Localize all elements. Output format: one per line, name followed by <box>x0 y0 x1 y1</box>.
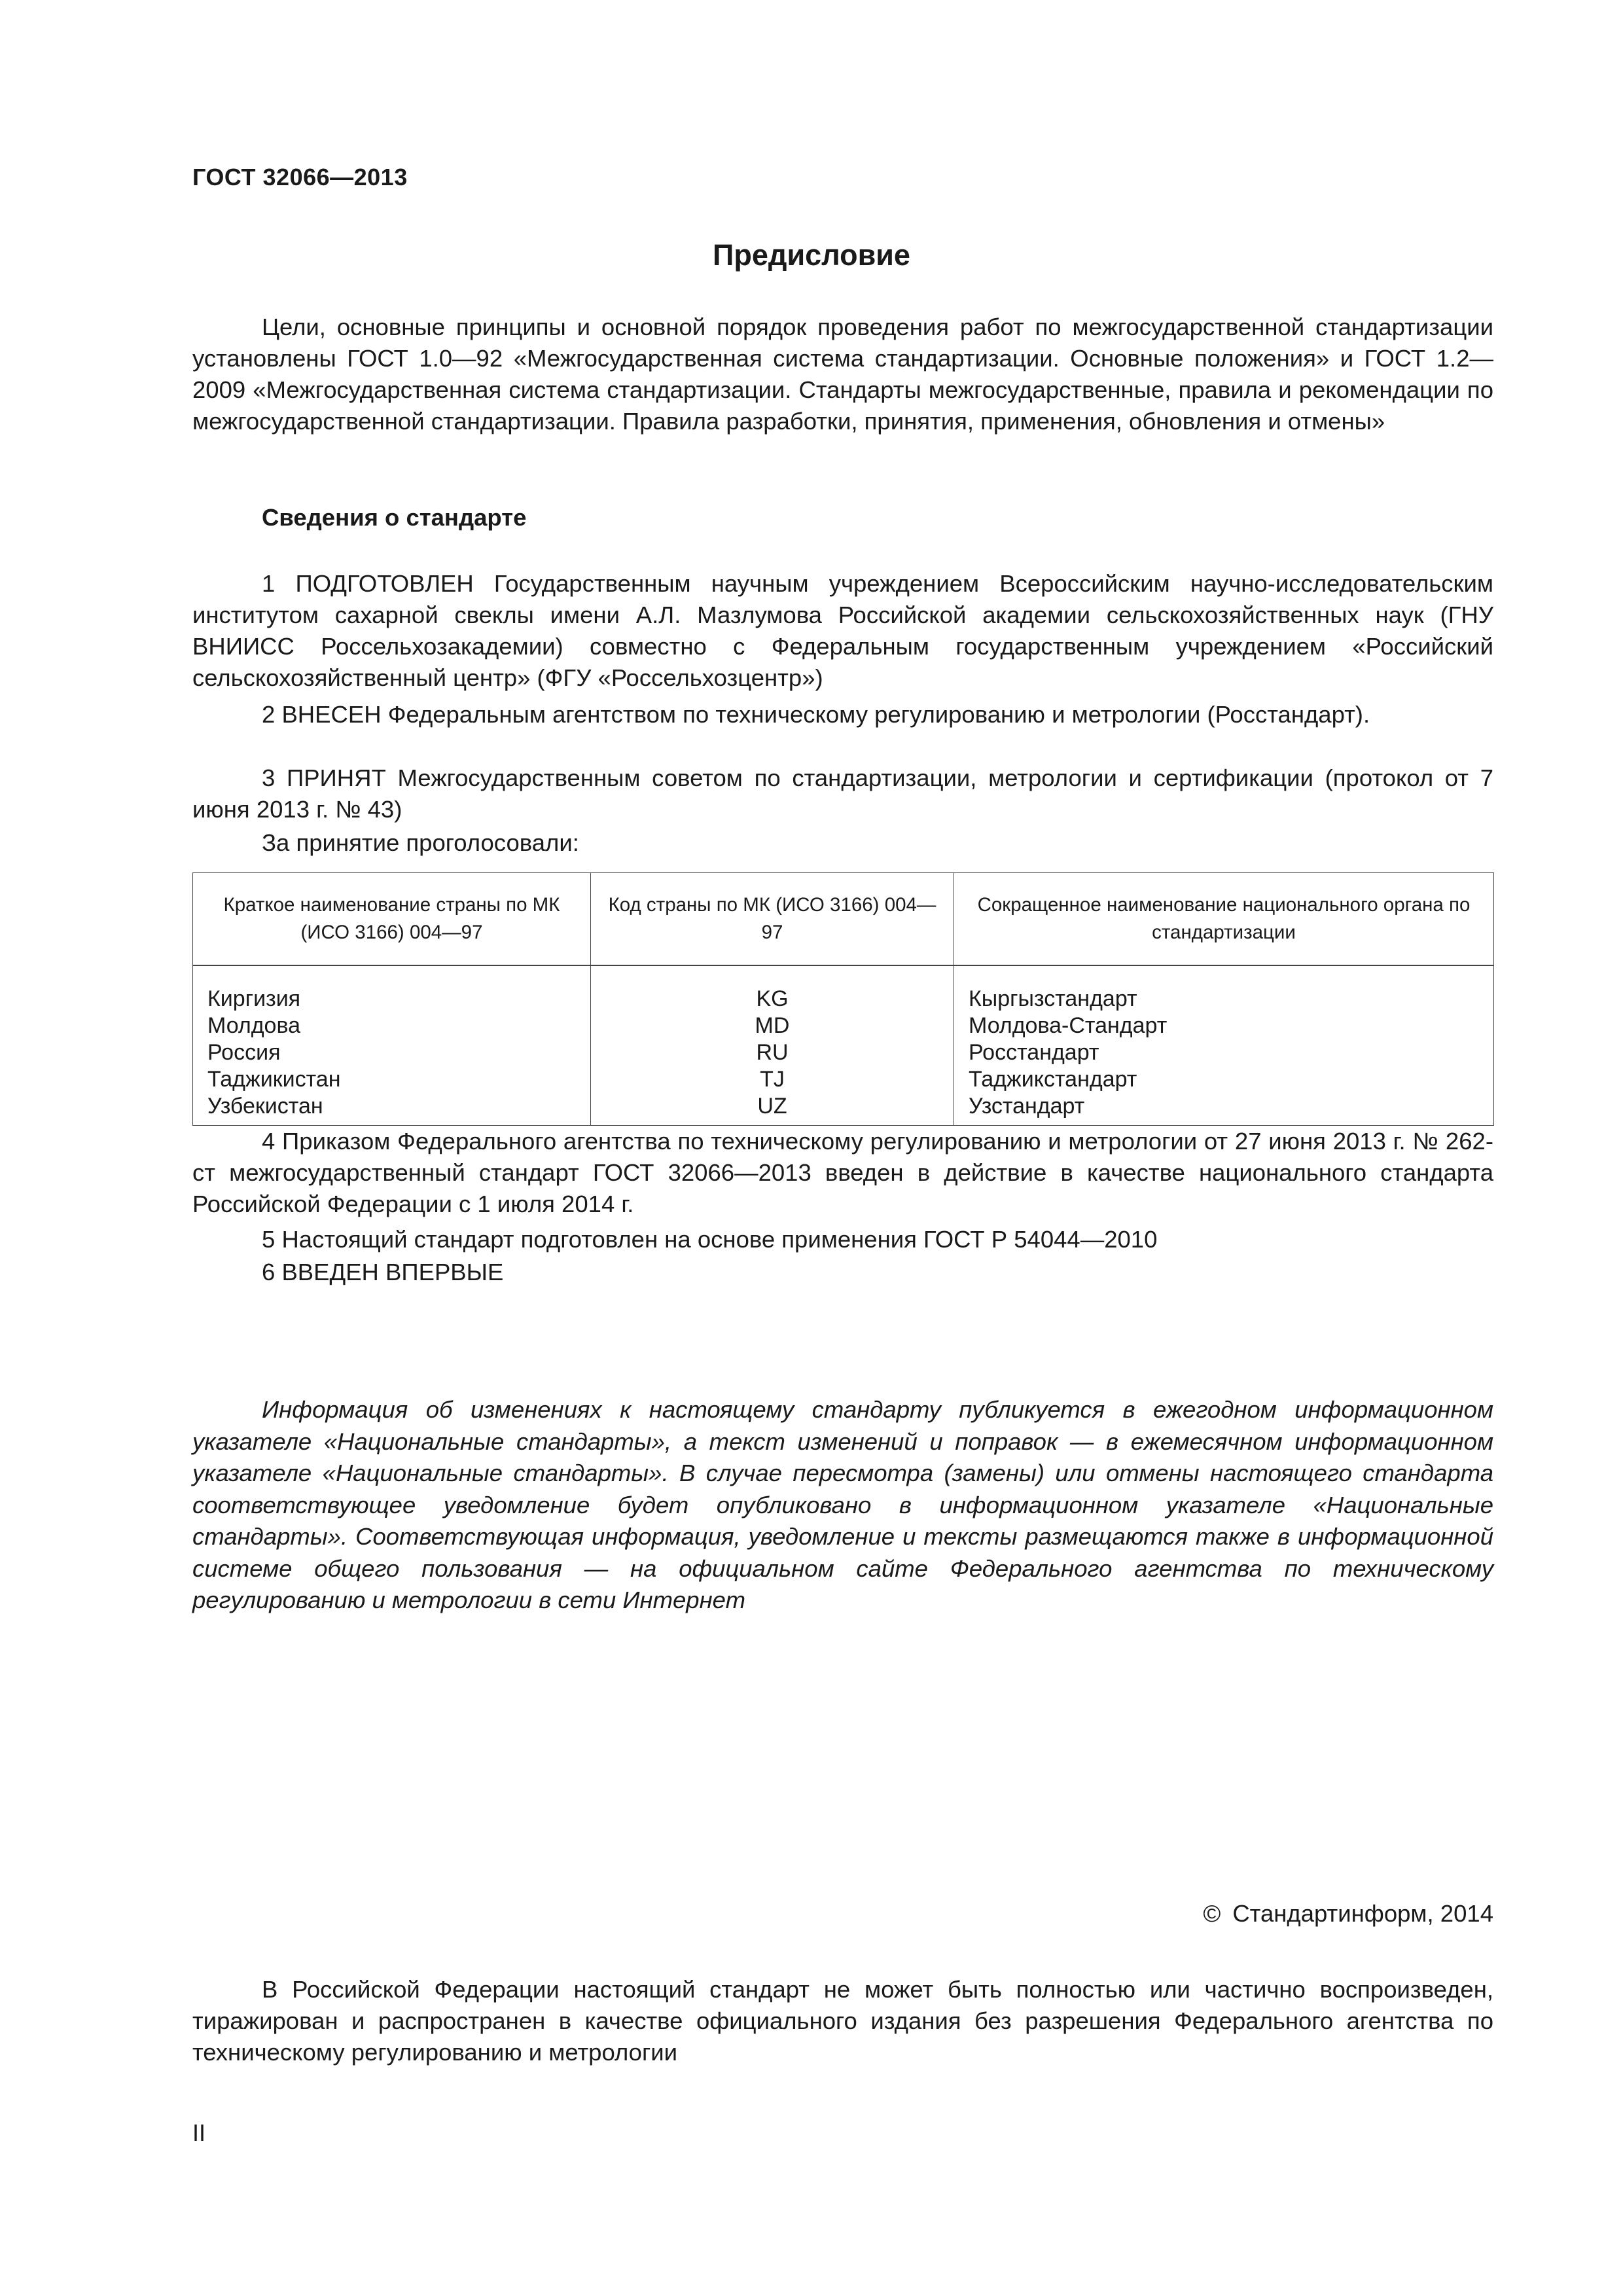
table-header-row <box>193 873 1494 966</box>
table-row <box>193 1039 1494 1066</box>
standards-body: Росстандарт <box>954 1039 1494 1066</box>
vote-label: За принятие проголосовали: <box>262 829 579 856</box>
header-country-code: Код страны по МК (ИСО 3166) 004—97 <box>591 873 954 966</box>
standards-body: Молдова-Стандарт <box>954 1013 1494 1039</box>
table-row <box>193 1093 1494 1126</box>
voting-table <box>192 872 1494 1126</box>
item-2-submitted: 2 ВНЕСЕН Федеральным агентством по техническому регулированию и метрологии (Росстандарт). <box>262 701 1370 728</box>
standards-body: Узстандарт <box>954 1093 1494 1126</box>
header-country-name: Краткое наименование страны по МК (ИСО 3166) 004—97 <box>193 873 591 966</box>
copyright <box>1203 1900 1493 1928</box>
standards-body: Кыргызстандарт <box>954 965 1494 1013</box>
item-3-adopted: 3 ПРИНЯТ Межгосударственным советом по стандартизации, метрологии и сертификации (протокол от 7 июня 2013 г. № 43) <box>192 764 1493 823</box>
item-5-basis: 5 Настоящий стандарт подготовлен на основе применения ГОСТ Р 54044—2010 <box>262 1226 1158 1253</box>
intro-paragraph: Цели, основные принципы и основной порядок проведения работ по межгосударственной стандартизации установлены ГОСТ 1.0—92 «Межгосударственная система стандартизации. Основные положения» и ГОСТ 1.2—2009 «Межгосударственная система стандартизации. Стандарты межгосударственные, правила и рекомендации по межгосударственной стандартизации. Правила разработки, принятия, применения, обновления и отмены» <box>192 314 1493 435</box>
document-id: ГОСТ 32066—2013 <box>192 164 408 190</box>
header-standards-body: Сокращенное наименование национального органа по стандартизации <box>954 873 1494 966</box>
country-name: Киргизия <box>193 965 591 1013</box>
country-name: Россия <box>193 1039 591 1066</box>
page-title: Предисловие <box>713 238 910 272</box>
copyright-icon: © <box>1203 1900 1221 1927</box>
country-name: Таджикистан <box>193 1066 591 1093</box>
table-row <box>193 1013 1494 1039</box>
country-code: UZ <box>591 1093 954 1126</box>
legal-notice: В Российской Федерации настоящий стандарт не может быть полностью или частично воспроизведен, тиражирован и распространен в качестве официального издания без разрешения Федерального агентства по техническому регулированию и метрологии <box>192 1976 1493 2066</box>
standards-body: Таджикстандарт <box>954 1066 1494 1093</box>
item-4-order: 4 Приказом Федерального агентства по техническому регулированию и метрологии от 27 июня 2013 г. № 262-ст межгосударственный стандарт ГОСТ 32066—2013 введен в действие в качестве национального стандарта Российской Федерации с 1 июля 2014 г. <box>192 1128 1493 1217</box>
section-heading: Сведения о стандарте <box>262 504 527 531</box>
item-1-prepared: 1 ПОДГОТОВЛЕН Государственным научным учреждением Всероссийским научно-исследовательским институтом сахарной свеклы имени А.Л. Мазлумова Российской академии сельскохозяйственных наук (ГНУ ВНИИСС Россельхозакадемии) совместно с Федеральным государственным учреждением «Российский сельскохозяйственный центр» (ФГУ «Россельхозцентр») <box>192 570 1493 691</box>
changes-notice: Информация об изменениях к настоящему стандарту публикуется в ежегодном информационном указателе «Национальные стандарты», а текст изменений и поправок — в ежемесячном информационном указателе «Национальные стандарты». В случае пересмотра (замены) или отмены настоящего стандарта соответствующее уведомление будет опубликовано в информационном указателе «Национальные стандарты». Соответствующая информация, уведомление и тексты размещаются также в информационной системе общего пользования — на официальном сайте Федерального агентства по техническому регулированию и метрологии в сети Интернет <box>192 1396 1493 1613</box>
country-code: MD <box>591 1013 954 1039</box>
country-name: Узбекистан <box>193 1093 591 1126</box>
country-code: RU <box>591 1039 954 1066</box>
country-code: KG <box>591 965 954 1013</box>
table-row <box>193 965 1494 1013</box>
country-name: Молдова <box>193 1013 591 1039</box>
copyright-text: Стандартинформ, 2014 <box>1232 1900 1493 1927</box>
table-row <box>193 1066 1494 1093</box>
item-6-introduced: 6 ВВЕДЕН ВПЕРВЫЕ <box>262 1259 504 1285</box>
page-number: II <box>192 2119 206 2146</box>
country-code: TJ <box>591 1066 954 1093</box>
